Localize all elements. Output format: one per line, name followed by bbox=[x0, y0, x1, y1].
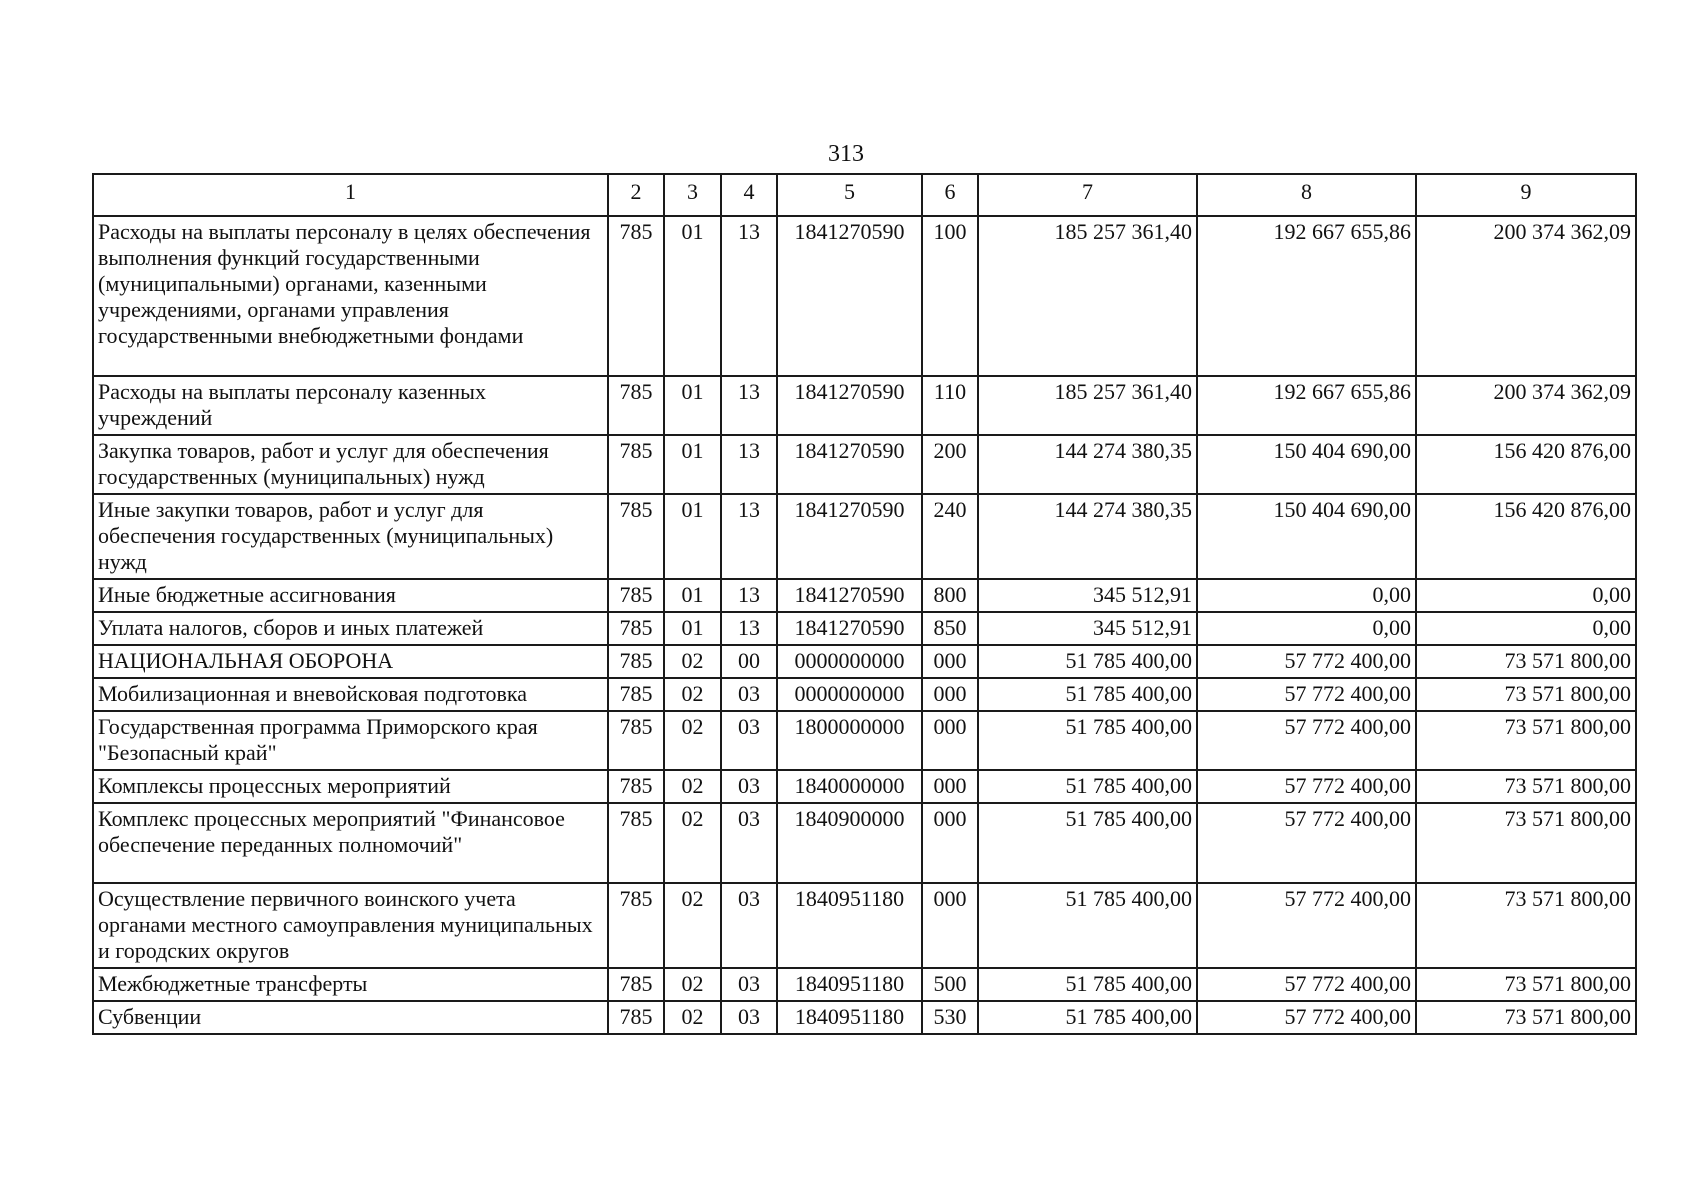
cell-amount-year-1: 51 785 400,00 bbox=[978, 883, 1197, 968]
cell-expense-type: 240 bbox=[922, 494, 978, 579]
table-row bbox=[93, 770, 1636, 803]
cell-ministry-code: 785 bbox=[608, 803, 664, 883]
cell-target-article: 1840951180 bbox=[777, 1001, 922, 1034]
table-row bbox=[93, 678, 1636, 711]
cell-expense-type: 100 bbox=[922, 216, 978, 376]
cell-expense-type: 000 bbox=[922, 803, 978, 883]
cell-section: 02 bbox=[664, 1001, 721, 1034]
table-row bbox=[93, 645, 1636, 678]
page-number: 313 bbox=[828, 141, 864, 167]
column-header: 3 bbox=[664, 174, 721, 216]
cell-amount-year-3: 156 420 876,00 bbox=[1416, 435, 1636, 494]
cell-amount-year-2: 0,00 bbox=[1197, 612, 1416, 645]
cell-amount-year-1: 51 785 400,00 bbox=[978, 968, 1197, 1001]
cell-subsection: 03 bbox=[721, 968, 777, 1001]
cell-ministry-code: 785 bbox=[608, 883, 664, 968]
cell-target-article: 0000000000 bbox=[777, 678, 922, 711]
cell-ministry-code: 785 bbox=[608, 216, 664, 376]
cell-subsection: 13 bbox=[721, 435, 777, 494]
cell-amount-year-2: 57 772 400,00 bbox=[1197, 711, 1416, 770]
cell-target-article: 1841270590 bbox=[777, 612, 922, 645]
cell-amount-year-2: 57 772 400,00 bbox=[1197, 803, 1416, 883]
cell-subsection: 13 bbox=[721, 494, 777, 579]
cell-name: Межбюджетные трансферты bbox=[93, 968, 608, 1001]
cell-expense-type: 500 bbox=[922, 968, 978, 1001]
column-header: 9 bbox=[1416, 174, 1636, 216]
cell-name: Иные бюджетные ассигнования bbox=[93, 579, 608, 612]
cell-name: НАЦИОНАЛЬНАЯ ОБОРОНА bbox=[93, 645, 608, 678]
cell-amount-year-3: 200 374 362,09 bbox=[1416, 216, 1636, 376]
cell-expense-type: 000 bbox=[922, 711, 978, 770]
cell-expense-type: 850 bbox=[922, 612, 978, 645]
cell-name: Государственная программа Приморского края "Безопасный край" bbox=[93, 711, 608, 770]
cell-amount-year-1: 185 257 361,40 bbox=[978, 216, 1197, 376]
cell-amount-year-2: 57 772 400,00 bbox=[1197, 645, 1416, 678]
table-row bbox=[93, 494, 1636, 579]
cell-name: Иные закупки товаров, работ и услуг для обеспечения государственных (муниципальных) нужд bbox=[93, 494, 608, 579]
cell-expense-type: 110 bbox=[922, 376, 978, 435]
cell-amount-year-3: 156 420 876,00 bbox=[1416, 494, 1636, 579]
cell-section: 01 bbox=[664, 494, 721, 579]
cell-expense-type: 000 bbox=[922, 678, 978, 711]
cell-amount-year-1: 51 785 400,00 bbox=[978, 645, 1197, 678]
column-header: 1 bbox=[93, 174, 608, 216]
cell-ministry-code: 785 bbox=[608, 579, 664, 612]
column-header: 4 bbox=[721, 174, 777, 216]
cell-section: 02 bbox=[664, 645, 721, 678]
cell-section: 02 bbox=[664, 968, 721, 1001]
cell-expense-type: 000 bbox=[922, 770, 978, 803]
cell-ministry-code: 785 bbox=[608, 968, 664, 1001]
cell-section: 01 bbox=[664, 435, 721, 494]
table-row bbox=[93, 968, 1636, 1001]
cell-target-article: 1840951180 bbox=[777, 883, 922, 968]
cell-amount-year-1: 51 785 400,00 bbox=[978, 711, 1197, 770]
cell-ministry-code: 785 bbox=[608, 494, 664, 579]
cell-amount-year-1: 51 785 400,00 bbox=[978, 1001, 1197, 1034]
cell-amount-year-3: 73 571 800,00 bbox=[1416, 678, 1636, 711]
cell-expense-type: 000 bbox=[922, 645, 978, 678]
cell-subsection: 13 bbox=[721, 612, 777, 645]
cell-amount-year-1: 185 257 361,40 bbox=[978, 376, 1197, 435]
cell-amount-year-1: 51 785 400,00 bbox=[978, 678, 1197, 711]
table-row bbox=[93, 435, 1636, 494]
cell-amount-year-3: 73 571 800,00 bbox=[1416, 711, 1636, 770]
table-row bbox=[93, 376, 1636, 435]
table-row bbox=[93, 216, 1636, 376]
cell-amount-year-3: 73 571 800,00 bbox=[1416, 803, 1636, 883]
cell-target-article: 1841270590 bbox=[777, 216, 922, 376]
cell-section: 01 bbox=[664, 579, 721, 612]
cell-expense-type: 530 bbox=[922, 1001, 978, 1034]
cell-ministry-code: 785 bbox=[608, 435, 664, 494]
cell-amount-year-2: 192 667 655,86 bbox=[1197, 216, 1416, 376]
cell-amount-year-3: 0,00 bbox=[1416, 612, 1636, 645]
cell-name: Расходы на выплаты персоналу в целях обеспечения выполнения функций государственными (муниципальными) органами, казенными учреждениями, органами управления государственными внебюджетными фондами bbox=[93, 216, 608, 376]
cell-section: 02 bbox=[664, 803, 721, 883]
cell-name: Осуществление первичного воинского учета органами местного самоуправления муниципальных и городских округов bbox=[93, 883, 608, 968]
cell-target-article: 1800000000 bbox=[777, 711, 922, 770]
cell-section: 01 bbox=[664, 612, 721, 645]
cell-amount-year-2: 57 772 400,00 bbox=[1197, 1001, 1416, 1034]
cell-expense-type: 800 bbox=[922, 579, 978, 612]
cell-target-article: 1841270590 bbox=[777, 579, 922, 612]
cell-ministry-code: 785 bbox=[608, 612, 664, 645]
cell-ministry-code: 785 bbox=[608, 770, 664, 803]
cell-subsection: 03 bbox=[721, 883, 777, 968]
cell-name: Закупка товаров, работ и услуг для обеспечения государственных (муниципальных) нужд bbox=[93, 435, 608, 494]
cell-section: 02 bbox=[664, 883, 721, 968]
cell-expense-type: 000 bbox=[922, 883, 978, 968]
cell-name: Комплексы процессных мероприятий bbox=[93, 770, 608, 803]
table-row bbox=[93, 711, 1636, 770]
table-row bbox=[93, 579, 1636, 612]
budget-table bbox=[92, 173, 1637, 1035]
cell-amount-year-1: 345 512,91 bbox=[978, 612, 1197, 645]
cell-subsection: 03 bbox=[721, 678, 777, 711]
cell-section: 02 bbox=[664, 678, 721, 711]
column-header: 2 bbox=[608, 174, 664, 216]
cell-amount-year-2: 57 772 400,00 bbox=[1197, 883, 1416, 968]
cell-target-article: 1840000000 bbox=[777, 770, 922, 803]
cell-section: 02 bbox=[664, 770, 721, 803]
cell-subsection: 13 bbox=[721, 579, 777, 612]
cell-amount-year-2: 150 404 690,00 bbox=[1197, 435, 1416, 494]
table-row bbox=[93, 612, 1636, 645]
column-header: 7 bbox=[978, 174, 1197, 216]
cell-amount-year-3: 200 374 362,09 bbox=[1416, 376, 1636, 435]
cell-ministry-code: 785 bbox=[608, 678, 664, 711]
header-row bbox=[93, 174, 1636, 216]
cell-subsection: 03 bbox=[721, 803, 777, 883]
cell-ministry-code: 785 bbox=[608, 1001, 664, 1034]
cell-subsection: 00 bbox=[721, 645, 777, 678]
cell-amount-year-2: 57 772 400,00 bbox=[1197, 770, 1416, 803]
cell-section: 01 bbox=[664, 376, 721, 435]
cell-target-article: 1841270590 bbox=[777, 494, 922, 579]
cell-subsection: 03 bbox=[721, 770, 777, 803]
cell-name: Комплекс процессных мероприятий "Финансовое обеспечение переданных полномочий" bbox=[93, 803, 608, 883]
table-row bbox=[93, 803, 1636, 883]
cell-target-article: 0000000000 bbox=[777, 645, 922, 678]
cell-amount-year-3: 73 571 800,00 bbox=[1416, 645, 1636, 678]
column-header: 6 bbox=[922, 174, 978, 216]
cell-amount-year-2: 0,00 bbox=[1197, 579, 1416, 612]
cell-expense-type: 200 bbox=[922, 435, 978, 494]
cell-name: Уплата налогов, сборов и иных платежей bbox=[93, 612, 608, 645]
cell-ministry-code: 785 bbox=[608, 376, 664, 435]
cell-amount-year-3: 73 571 800,00 bbox=[1416, 968, 1636, 1001]
table-row bbox=[93, 1001, 1636, 1034]
cell-ministry-code: 785 bbox=[608, 711, 664, 770]
cell-amount-year-2: 57 772 400,00 bbox=[1197, 968, 1416, 1001]
cell-name: Субвенции bbox=[93, 1001, 608, 1034]
cell-subsection: 03 bbox=[721, 1001, 777, 1034]
cell-target-article: 1841270590 bbox=[777, 435, 922, 494]
cell-amount-year-3: 0,00 bbox=[1416, 579, 1636, 612]
column-header: 5 bbox=[777, 174, 922, 216]
cell-section: 02 bbox=[664, 711, 721, 770]
cell-amount-year-2: 192 667 655,86 bbox=[1197, 376, 1416, 435]
cell-name: Мобилизационная и вневойсковая подготовка bbox=[93, 678, 608, 711]
cell-ministry-code: 785 bbox=[608, 645, 664, 678]
cell-target-article: 1841270590 bbox=[777, 376, 922, 435]
cell-target-article: 1840900000 bbox=[777, 803, 922, 883]
cell-subsection: 03 bbox=[721, 711, 777, 770]
cell-amount-year-2: 57 772 400,00 bbox=[1197, 678, 1416, 711]
cell-target-article: 1840951180 bbox=[777, 968, 922, 1001]
cell-amount-year-1: 51 785 400,00 bbox=[978, 770, 1197, 803]
cell-amount-year-2: 150 404 690,00 bbox=[1197, 494, 1416, 579]
table-body bbox=[93, 216, 1636, 1034]
table-row bbox=[93, 883, 1636, 968]
cell-amount-year-3: 73 571 800,00 bbox=[1416, 1001, 1636, 1034]
cell-subsection: 13 bbox=[721, 216, 777, 376]
cell-name: Расходы на выплаты персоналу казенных учреждений bbox=[93, 376, 608, 435]
column-header: 8 bbox=[1197, 174, 1416, 216]
cell-amount-year-1: 345 512,91 bbox=[978, 579, 1197, 612]
cell-subsection: 13 bbox=[721, 376, 777, 435]
cell-amount-year-3: 73 571 800,00 bbox=[1416, 770, 1636, 803]
cell-amount-year-1: 144 274 380,35 bbox=[978, 494, 1197, 579]
cell-amount-year-1: 144 274 380,35 bbox=[978, 435, 1197, 494]
cell-amount-year-3: 73 571 800,00 bbox=[1416, 883, 1636, 968]
cell-amount-year-1: 51 785 400,00 bbox=[978, 803, 1197, 883]
cell-section: 01 bbox=[664, 216, 721, 376]
